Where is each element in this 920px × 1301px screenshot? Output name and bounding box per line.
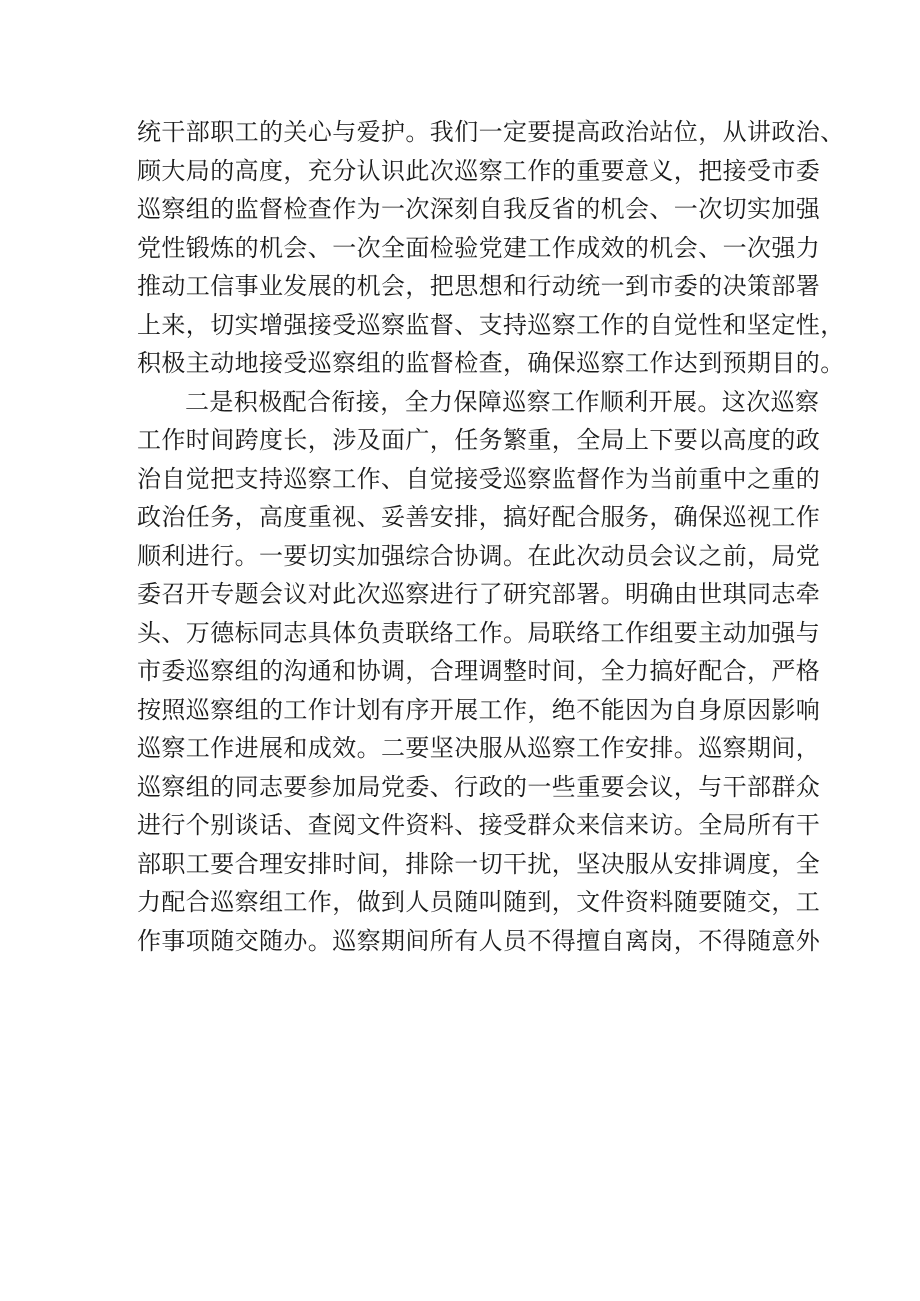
text-line: 治自觉把支持巡察工作、自觉接受巡察监督作为当前重中之重的 [137,464,821,493]
text-line: 进行个别谈话、查阅文件资料、接受群众来信来访。全局所有干 [137,811,821,839]
text-line: 积极主动地接受巡察组的监督检查，确保巡察工作达到预期目的。 [137,349,845,377]
text-line: 上来，切实增强接受巡察监督、支持巡察工作的自觉性和坚定性， [137,310,845,339]
text-line: 顺利进行。一要切实加强综合协调。在此次动员会议之前，局党 [137,541,821,570]
paragraph-start-line: 二是积极配合衔接，全力保障巡察工作顺利开展。这次巡察 [185,387,820,416]
text-line: 委召开专题会议对此次巡察进行了研究部署。明确由世琪同志牵 [137,580,821,608]
text-line: 顾大局的高度，充分认识此次巡察工作的重要意义，把接受市委 [137,156,821,185]
text-line: 党性锻炼的机会、一次全面检验党建工作成效的机会、一次强力 [137,233,821,262]
text-line: 头、万德标同志具体负责联络工作。局联络工作组要主动加强与 [137,618,821,647]
text-line: 作事项随交随办。巡察期间所有人员不得擅自离岗，不得随意外 [137,926,821,955]
text-line: 巡察工作进展和成效。二要坚决服从巡察工作安排。巡察期间， [137,734,821,762]
text-line: 巡察组的监督检查作为一次深刻自我反省的机会、一次切实加强 [137,195,821,223]
text-line: 推动工信事业发展的机会，把思想和行动统一到市委的决策部署 [137,272,821,300]
text-line: 政治任务，高度重视、妥善安排，搞好配合服务，确保巡视工作 [137,503,821,531]
text-line: 力配合巡察组工作，做到人员随叫随到，文件资料随要随交，工 [137,888,821,916]
text-line: 巡察组的同志要参加局党委、行政的一些重要会议，与干部群众 [137,772,821,801]
body-text [137,113,845,960]
text-line: 部职工要合理安排时间，排除一切干扰，坚决服从安排调度，全 [137,849,821,878]
text-line: 按照巡察组的工作计划有序开展工作，绝不能因为自身原因影响 [137,695,821,724]
text-line: 统干部职工的关心与爱护。我们一定要提高政治站位，从讲政治、 [137,118,845,146]
text-line: 工作时间跨度长，涉及面广，任务繁重，全局上下要以高度的政 [137,426,821,454]
text-line: 市委巡察组的沟通和协调，合理调整时间，全力搞好配合，严格 [137,657,821,685]
